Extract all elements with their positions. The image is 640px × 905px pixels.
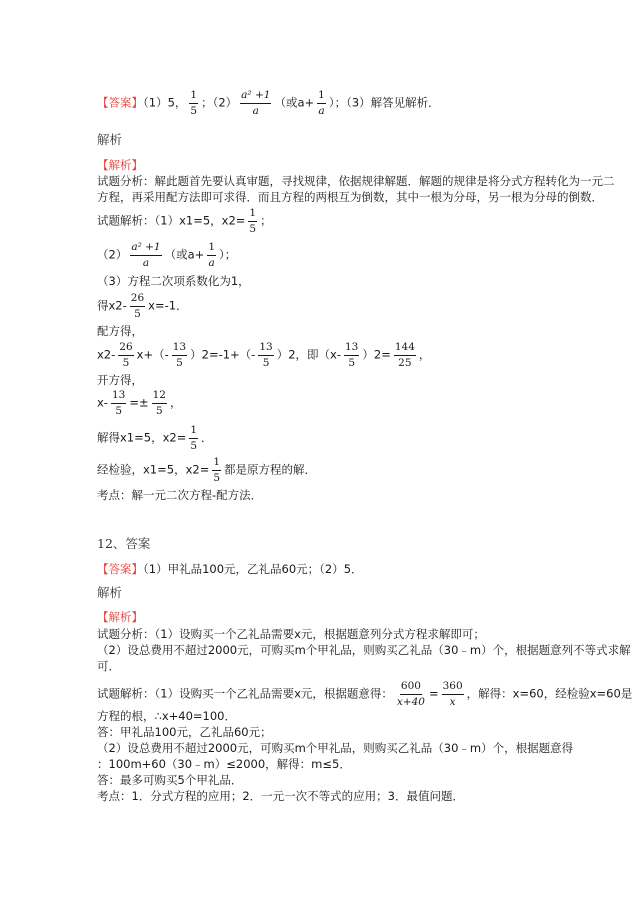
answer-text: ）；（3）解答见解析．	[328, 95, 440, 110]
fraction: $\frac{144}{25}$	[394, 341, 415, 369]
jiexi-tag: 【解析】	[97, 158, 143, 172]
solution-line: 试题解析：（1）x1=5，x2= $\frac{1}{5}$ ；	[97, 207, 272, 235]
solution-line: 试题解析：（1）设购买一个乙礼品需要x元，根据题意得： $\frac{600}{x+40}$ = $\frac{360}{x}$ ，解得：x=60，经检验x=60是	[97, 680, 633, 708]
fraction: $\frac{1}{5}$	[190, 424, 198, 452]
fraction: $\frac{\text{a² +1}}{a}$	[241, 89, 271, 117]
analysis-text: 可．	[97, 659, 120, 673]
fraction: $\frac{1}{a}$	[318, 89, 325, 117]
fraction: $\frac{1}{5}$	[190, 89, 198, 117]
answer-text: （1）甲礼品100元，乙礼品60元；（2）5．	[143, 562, 363, 576]
solution-line: ：100m+60（30﹣m）≤2000，解得：m≤5．	[97, 757, 351, 771]
fraction: $\frac{360}{x}$	[442, 680, 463, 708]
fraction: $\frac{13}{5}$	[111, 389, 126, 417]
fraction: $\frac{26}{5}$	[130, 292, 145, 320]
analysis-text: （2）设总费用不超过2000元，可购买m个甲礼品，则购买乙礼品（30﹣m）个，根据题意列不等式求解	[97, 643, 631, 657]
fraction: $\frac{600}{x+40}$	[396, 680, 425, 708]
solution-line: 答：最多可购买5个甲礼品．	[97, 773, 243, 787]
answer-tag: 【答案】	[97, 562, 143, 576]
solution-line: 解得x1=5，x2= $\frac{1}{5}$ ．	[97, 424, 213, 452]
fraction: $\frac{12}{5}$	[152, 389, 166, 417]
solution-line: x- $\frac{13}{5}$ =± $\frac{12}{5}$ ，	[97, 389, 182, 417]
solution-line: 经检验，x1=5，x2= $\frac{1}{5}$ 都是原方程的解．	[97, 456, 317, 484]
kaodian-line: 考点：解一元二次方程-配方法．	[97, 488, 263, 502]
fraction: $\frac{1}{a}$	[208, 241, 215, 269]
solution-line: 答：甲礼品100元，乙礼品60元；	[97, 725, 272, 739]
answer-text: ；（2）	[201, 95, 238, 110]
analysis-heading: 解析	[97, 132, 123, 147]
solution-line: （2） $\frac{\text{a² +1}}{a}$ （或a+ $\frac{1}{a}$ ）；	[97, 241, 237, 269]
fraction: $\frac{\text{a² +1}}{a}$	[131, 241, 161, 269]
q12-answer-line	[97, 562, 363, 576]
fraction: $\frac{13}{5}$	[345, 341, 359, 369]
fraction: $\frac{1}{5}$	[249, 207, 257, 235]
solution-line: 开方得，	[97, 373, 143, 387]
solution-line: 方程的根，∴x+40=100．	[97, 709, 236, 723]
answer-tag: 【答案】	[97, 95, 143, 110]
answer-text: （1）5，	[143, 95, 187, 110]
analysis-text: 试题分析：解此题首先要认真审题，寻找规律，依据规律解题．解题的规律是将分式方程转化为一元二	[97, 174, 615, 188]
fraction: $\frac{26}{5}$	[119, 341, 133, 369]
analysis-heading: 解析	[97, 585, 123, 600]
solution-line: x2- $\frac{26}{5}$ x+（- $\frac{13}{5}$ ）2=-1+（- $\frac{13}{5}$ ）2，即（x- $\frac{13}{5}$ ）2= $\frac{144}{25}$ ，	[97, 341, 431, 369]
analysis-text: 试题分析：（1）设购买一个乙礼品需要x元，根据题意列分式方程求解即可；	[97, 627, 485, 641]
solution-line: （3）方程二次项系数化为1，	[97, 274, 250, 288]
fraction: $\frac{1}{5}$	[213, 456, 221, 484]
q11-answer-line	[97, 90, 440, 116]
answer-text: （或a+	[274, 95, 315, 110]
fraction: $\frac{13}{5}$	[172, 341, 187, 369]
solution-line: 得x2- $\frac{26}{5}$ x=-1．	[97, 292, 188, 320]
analysis-text: 方程，再采用配方法即可求得．而且方程的两根互为倒数，其中一根为分母，另一根为分母的倒数．	[97, 190, 603, 204]
solution-line: （2）设总费用不超过2000元，可购买m个甲礼品，则购买乙礼品（30﹣m）个，根据题意得	[97, 741, 574, 755]
q12-heading: 12、答案	[97, 536, 151, 551]
jiexi-tag: 【解析】	[97, 610, 143, 624]
kaodian-line: 考点：1．分式方程的应用；2．一元一次不等式的应用；3．最值问题．	[97, 789, 464, 803]
solution-line: 配方得，	[97, 324, 143, 338]
fraction: $\frac{13}{5}$	[259, 341, 273, 369]
